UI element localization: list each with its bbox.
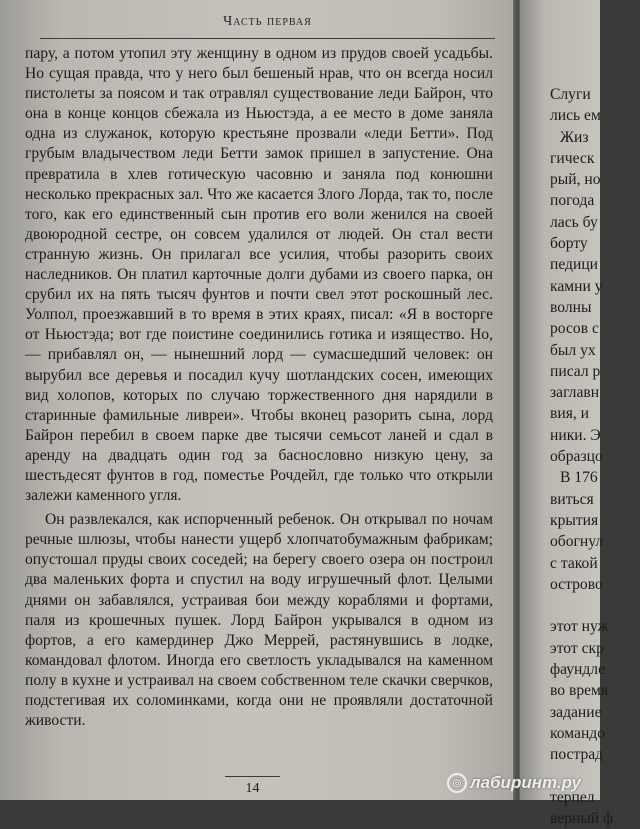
right-page-line: ники. Э <box>550 426 601 444</box>
labyrinth-logo-icon: ◎ <box>447 773 467 793</box>
right-page-line: этот нуж <box>550 618 609 636</box>
right-page-line: был ух <box>550 341 596 359</box>
footer-rule <box>225 776 280 777</box>
right-book-page <box>520 0 614 828</box>
paragraph-2: Он развлекался, как испорченный ребенок. Он открывал по ночам речные шлюзы, чтобы нанести ущерб хлопчатобумажным фабрикам; опустошал пруды своих соседей; на берегу своего озера он построил два маленьких форта и спустил на воду игрушечный флот. Целыми днями он забавлялся, устраивая бои между кораблями и фортами, паля из крошечных пушек. Лорд Байрон укрывался в одном из фортов, а его камердинер Джо Меррей, растянувшись в лодке, командовал флотом. Иногда его светлость укладывался на каменном полу в кухне и устраивал на своем собственном теле скачки сверчков, подстегивая их соломинками, когда они не проявляли достаточной живости. <box>25 511 493 730</box>
right-page-line: задание <box>550 703 602 721</box>
right-page-line: В 176 <box>560 469 598 487</box>
right-page-line: заглавн <box>550 384 600 402</box>
right-page-line: лись ем <box>550 107 601 125</box>
right-page-line: погода <box>550 192 595 210</box>
running-header <box>40 8 495 38</box>
right-page-line: командо <box>550 724 606 742</box>
paragraph-1: пару, а потом утопил эту женщину в одном из прудов своей усадьбы. Но сущая правда, что у него был бешеный нрав, что он всегда носил пистолеты за поясом и так отравлял существование леди Байрон, что она в конце концов сбежала из Ньюстэда, а ее место в доме заняла одна из служанок, которую крестьяне прозвали «леди Бетти». Под грубым владычеством леди Бетти замок пришел в запустение. Она превратила в хлев готическую часовню и заняла под конюшни несколько прекрасных зал. Что же касается Злого Лорда, так то, после того, как его единственный сын против его воли женился на своей двоюродной сестре, он совсем удалился от людей. Он стал вести странную жизнь. Он прилагал все усилия, чтобы разорить своих наследников. Он платил карточные долги дубами из своего парка, он срубил их на пять тысяч фунтов и почти свел этот роскошный лес. Уолпол, проезжавший в то время в этих краях, писал: «Я в восторге от Ньюстэда; вот где поистине соединились готика и изящество. Но, — прибавлял он, — нынешний лорд — сумасшедший человек: он вырубил все деревья и посадил кучу шотландских сосен, имеющих вид холопов, которых по случаю торжественного дня нарядили в старинные фамильные ливреи». Чтобы вконец разорить сына, лорд Байрон перебил в своем парке две тысячи семьсот ланей и сдал в аренду на двадцать один год за баснословно низкую цену, за шестьдесят фунтов в год, поместье Рочдейл, где только что открыли залежи каменного угля. <box>25 45 493 505</box>
right-page-line: острово <box>550 575 603 593</box>
right-page-line: борту <box>550 235 588 253</box>
right-page-line: Слуги <box>550 86 591 103</box>
right-page-line: виться <box>550 490 594 508</box>
watermark-text: лабиринт.ру <box>470 773 581 792</box>
header-title: Часть первая <box>223 14 312 29</box>
right-page-line: с такой <box>550 554 598 572</box>
right-page-line: рый, но <box>550 171 601 189</box>
right-page-line: верный ф <box>550 810 614 828</box>
watermark <box>447 770 581 796</box>
right-page-line: вия, и <box>550 405 590 423</box>
right-page-line: этот скр <box>550 639 604 657</box>
right-page-line: фаундле <box>550 661 606 679</box>
header-rule <box>40 38 495 39</box>
right-page-line: камни у <box>550 277 603 295</box>
right-page-line: образцо <box>550 448 603 466</box>
right-page-line: пострад <box>550 746 604 764</box>
right-page-line: гическ <box>550 149 595 167</box>
right-page-line: педици <box>550 256 599 274</box>
right-page-line: крытия <box>550 511 599 529</box>
right-page-text <box>550 84 640 829</box>
right-page-line: Жиз <box>560 128 589 146</box>
right-page-line: лась бу <box>550 213 598 231</box>
right-page-line: обогнул <box>550 533 604 551</box>
right-page-line: росов с <box>550 320 599 338</box>
right-page-line <box>550 595 640 616</box>
right-page-line: терпел <box>550 788 595 806</box>
right-page-line: писал р <box>550 362 601 380</box>
right-page-line: волны <box>550 298 592 316</box>
right-page-line: во время <box>550 682 609 700</box>
page-number: 14 <box>245 781 260 796</box>
body-text <box>25 44 493 731</box>
